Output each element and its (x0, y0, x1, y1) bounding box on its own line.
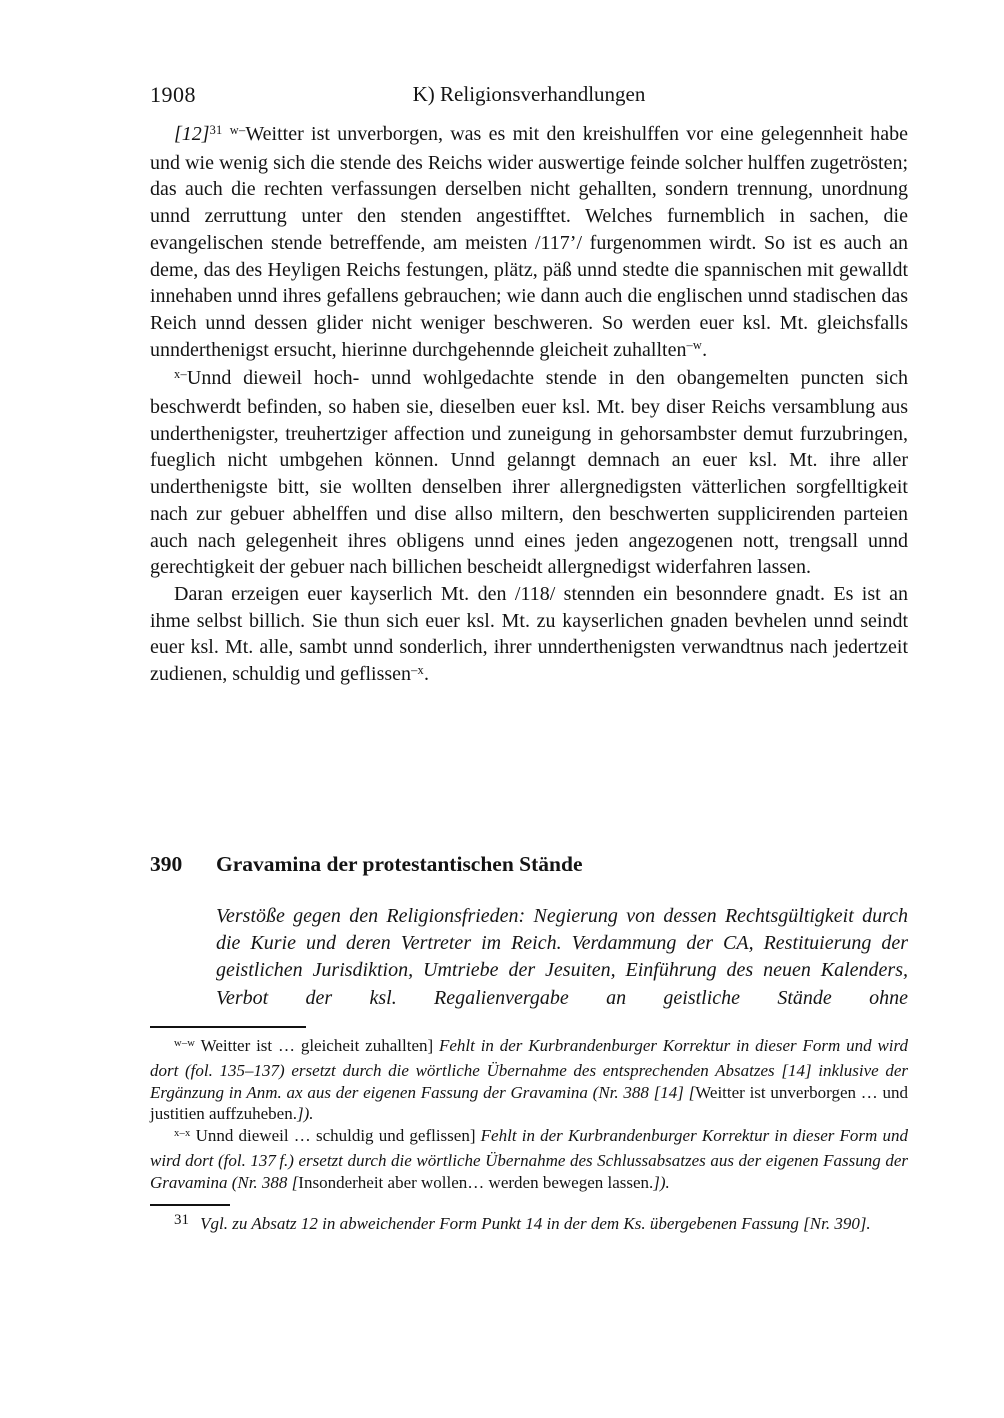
text-segment: . (702, 338, 708, 361)
text-segment: ]). (296, 1104, 314, 1124)
document-heading (150, 851, 908, 878)
text-segment: Fehlt in der Kurbrandenburger Korrektur in dieser Form und wird dort (fol. 137 f.) ersetzt durch die wörtliche Übernahme des Schlussabsatzes aus der eigenen Fassung der Gravamina (Nr. 388 [ (150, 1126, 909, 1192)
text-segment: Verstöße gegen den Religionsfrieden: Negierung von dessen Rechtsgültigkeit durch die Kurie und deren Vertreter im Reich. Verdammung der CA, Restituierung der geistlichen Jurisdiktion, Umtriebe der Jesuiten, Einführung des neuen Kalenders, Verbot der ksl. Regalienvergabe an geistliche Stände ohne (216, 905, 908, 1009)
body-paragraph-daran-erzeigen (150, 581, 908, 690)
text-segment: Unnd dieweil hoch- unnd wohlgedachte stende in den obangemelten puncten sich beschwerdt befinden, so haben sie, dieselben euer ksl. Mt. bey diser Reichs versamblung aus underthenigster, treuhertziger affection und zuneigung in gehorsambster demut furzubringen, fueglich nicht umbgehen können. Unnd gelanngt demnach an euer ksl. Mt. ihre aller underthenigste bitt, sie wollten denselben ihrer allergnedigsten vätterlichen sorgfelltigkeit nach zur gebuer abhelffen und dise allso miltern, den beschwerten supplicirenden parteien auch nach gelegenheit ihres obligens unnd eines jeden angezogenen nott, trengsall unnd gerechtigkeit der gebuer nach billichen bescheidt allergnedigst widerfahren lassen. (150, 367, 908, 579)
text-segment: Vgl. zu Absatz 12 in abweichender Form Punkt 14 in der dem Ks. übergebenen Fassung [Nr. 390]. (200, 1213, 871, 1233)
document-summary (216, 903, 908, 1012)
text-segment: w–w (174, 1037, 196, 1049)
text-segment: Weitter ist unverborgen, was es mit den kreishulffen vor eine gelegennheit habe und wie wenig sich die stende des Reichs wider auswertige feinde solcher hulffen zugetrösten; das auch die rechten verfassungen derselben nicht gehallten, sondern trennung, unordnung unnd zerruttung unter den stenden angestifftet. Welches furnemblich in sachen, die evangelischen stende betreffende, am meisten /117’/ furgenommen wirdt. So ist es auch an deme, das des Heyligen Reichs festungen, plätz, päß unnd stedte die spannischen mit gewalldt innehaben unnd ihres gefallens gebrauchen; wie dann auch die englischen unnd stadischen das Reich unnd dessen glider nicht weniger beschweren. So werden euer ksl. Mt. gleichsfalls unnderthenigst ersucht, hierinne durchgehennde gleicheit zuhallten (150, 123, 909, 361)
body-paragraph-unnd-dieweil (150, 365, 908, 581)
page-number: 1908 (150, 82, 196, 107)
document-title: Gravamina der protestantischen Stände (216, 852, 583, 876)
running-head (150, 82, 908, 110)
footnote-area (150, 1026, 908, 1236)
text-segment: Weitter ist … gleicheit zuhallten] (195, 1036, 434, 1055)
text-segment: –x (411, 662, 424, 677)
text-segment: [12] (174, 123, 210, 145)
text-segment: . (423, 663, 429, 686)
text-segment: Daran erzeigen euer kayserlich Mt. den /118/ stennden ein besonndere gnadt. Es ist an ihme selbst billich. Sie thun sich euer ksl. Mt. zu kayserlichen gnaden bevhelen unnd seindt euer ksl. Mt. alle, sambt unnd sonderlich, ihrer unnderthenigsten verwandtnus nach jedertzeit zudienen, schuldig und geflissen (150, 582, 908, 686)
apparatus-note-x (150, 1125, 908, 1193)
text-segment: Fehlt in der Kurbrandenburger Korrektur in dieser Form und wird dort (fol. 135–137) ersetzt durch die wörtliche Übernahme des entsprechenden Absatzes [14] inklusive der Ergänzung in Anm. ax aus der eigenen Fassung der Gravamina (Nr. 388 [14] [ (150, 1036, 909, 1102)
body-paragraph-12 (150, 121, 908, 365)
text-segment: 31 (174, 1212, 189, 1229)
document-number: 390 (150, 852, 183, 876)
text-segment: Weitter ist unverborgen … und justitien auffzuheben. (150, 1082, 908, 1124)
text-segment: –w (686, 338, 703, 353)
text-segment: ]). (653, 1172, 670, 1192)
footnote-separator-rule (150, 1204, 230, 1206)
text-segment: x–x (174, 1127, 191, 1139)
body-text-block (150, 121, 908, 690)
text-segment (222, 123, 229, 145)
text-segment: 31 (209, 122, 223, 137)
text-segment: Unnd dieweil … schuldig und geflissen] (190, 1126, 476, 1146)
footnote-31 (150, 1213, 908, 1237)
running-head-title: K) Religionsverhandlungen (412, 82, 646, 106)
text-segment: Insonderheit aber wollen… werden bewegen lassen. (298, 1172, 654, 1192)
document-390-section (150, 851, 908, 1012)
apparatus-separator-rule (150, 1026, 306, 1028)
apparatus-note-w (150, 1035, 908, 1125)
text-segment: w– (229, 122, 246, 137)
text-segment: x– (174, 366, 187, 381)
